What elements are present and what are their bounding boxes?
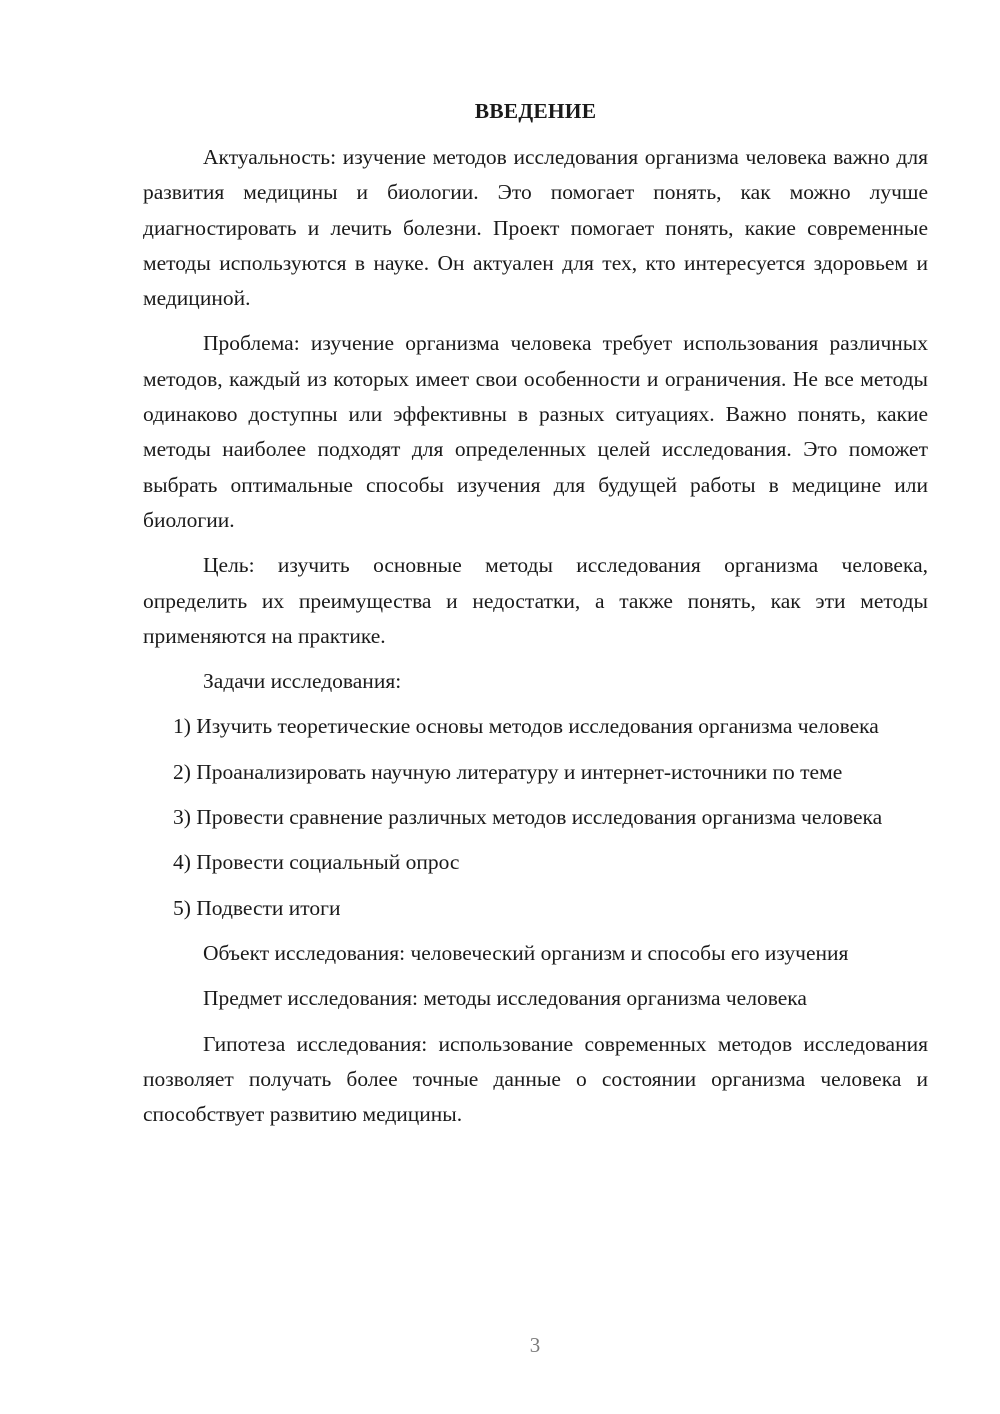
paragraph-subject: Предмет исследования: методы исследования организма человека <box>203 986 807 1011</box>
list-item: 3) Провести сравнение различных методов исследования организма человека <box>173 805 883 830</box>
list-item: 2) Проанализировать научную литературу и интернет-источники по теме <box>173 759 843 784</box>
list-item: 5) Подвести итоги <box>173 895 341 920</box>
paragraph-hypothesis: Гипотеза исследования: использование современных методов исследования позволяет получать более точные данные о состоянии организма человека и способствует развитию медицины. <box>143 1031 928 1127</box>
document-body <box>143 96 928 1142</box>
paragraph-problem: Проблема: изучение организма человека требует использования различных методов, каждый из которых имеет свои особенности и ограничения. Не все методы одинаково доступны или эффективны в разных ситуациях. Важно понять, какие методы наиболее подходят для определенных целей исследования. Это поможет выбрать оптимальные способы изучения для будущей работы в медицине или биологии. <box>143 331 928 532</box>
list-item: 4) Провести социальный опрос <box>173 850 460 875</box>
section-title: ВВЕДЕНИЕ <box>474 99 597 123</box>
tasks-list <box>143 709 928 925</box>
paragraph-relevance: Актуальность: изучение методов исследования организма человека важно для развития медицины и биологии. Это помогает понять, как можно лучше диагностировать и лечить болезни. Проект помогает понять, какие современные методы используются в науке. Он актуален для тех, кто интересуется здоровьем и медициной. <box>143 145 928 311</box>
paragraph-object: Объект исследования: человеческий организм и способы его изучения <box>203 940 849 965</box>
paragraph-tasks-heading: Задачи исследования: <box>203 669 402 694</box>
paragraph-goal: Цель: изучить основные методы исследования организма человека, определить их преимущества и недостатки, а также понять, как эти методы применяются на практике. <box>143 553 928 648</box>
page-number: 3 <box>529 1333 541 1357</box>
list-item: 1) Изучить теоретические основы методов исследования организма человека <box>173 714 879 739</box>
